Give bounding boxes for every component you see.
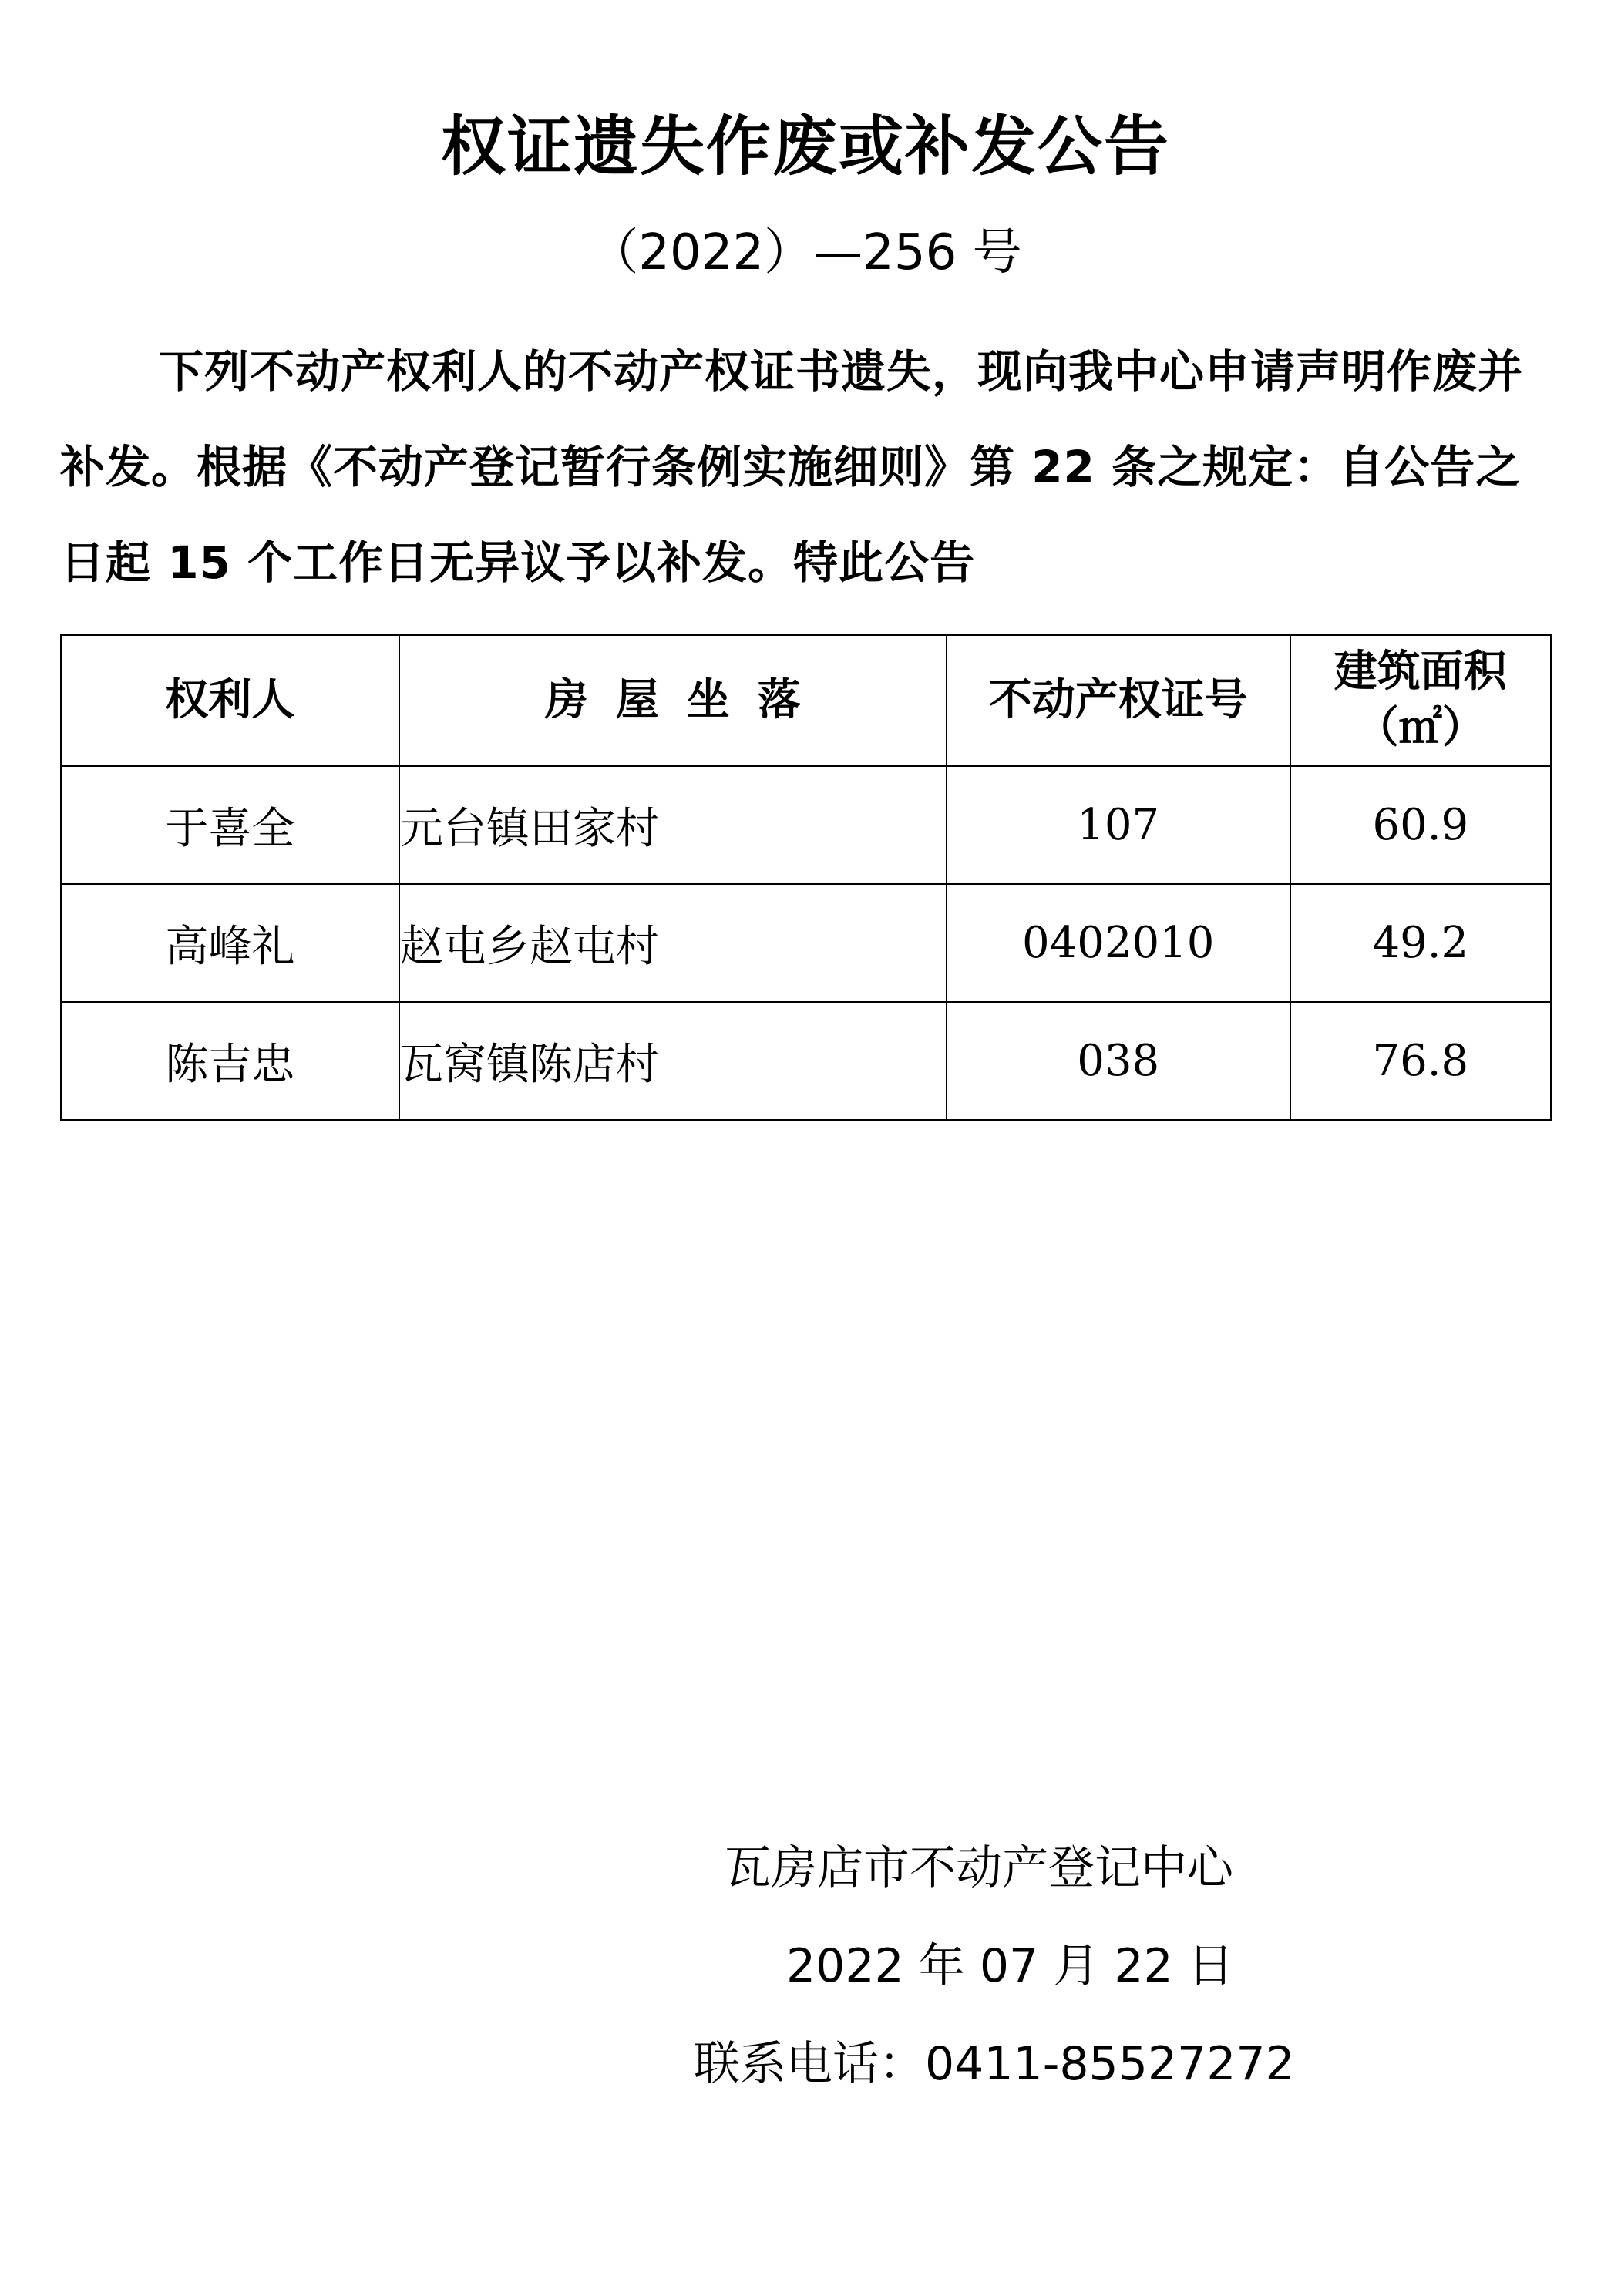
- records-table: [60, 634, 1552, 1121]
- notice-title: 权证遗失作废或补发公告: [440, 109, 1170, 184]
- cell-location: 元台镇田家村: [399, 766, 947, 884]
- issuing-organization: 瓦房店市不动产登记中心: [725, 1841, 1233, 1895]
- table-row: [61, 884, 1551, 1002]
- table-header-row: [61, 635, 1551, 766]
- issue-date: 2022 年 07 月 22 日: [786, 1939, 1234, 1993]
- cell-area: 49.2: [1290, 884, 1551, 1002]
- cell-location: 瓦窝镇陈店村: [399, 1002, 947, 1120]
- document-number: （2022）—256 号: [589, 224, 1022, 281]
- cell-cert-no: 0402010: [947, 884, 1290, 1002]
- cell-cert-no: 107: [947, 766, 1290, 884]
- header-area: [1290, 635, 1551, 766]
- header-area-label: 建筑面积: [1334, 647, 1507, 698]
- contact-phone: 联系电话：0411-85527272: [694, 2037, 1295, 2091]
- notice-body: 下列不动产权利人的不动产权证书遗失，现向我中心申请声明作废并补发。根据《不动产登记暂行条例实施细则》第 22 条之规定：自公告之日起 15 个工作日无异议予以补发。特此公告: [60, 345, 1524, 589]
- table-row: [61, 1002, 1551, 1120]
- cell-area: 76.8: [1290, 1002, 1551, 1120]
- header-location-label: 房屋坐落: [544, 674, 829, 725]
- header-cert-no: 不动产权证号: [947, 635, 1290, 766]
- header-owner: 权利人: [61, 635, 399, 766]
- cell-area: 60.9: [1290, 766, 1551, 884]
- header-location: [399, 635, 947, 766]
- cell-owner: 于喜全: [61, 766, 399, 884]
- header-area-unit: （㎡）: [1355, 703, 1485, 753]
- cell-location: 赵屯乡赵屯村: [399, 884, 947, 1002]
- table-row: [61, 766, 1551, 884]
- cell-owner: 陈吉忠: [61, 1002, 399, 1120]
- cell-cert-no: 038: [947, 1002, 1290, 1120]
- cell-owner: 高峰礼: [61, 884, 399, 1002]
